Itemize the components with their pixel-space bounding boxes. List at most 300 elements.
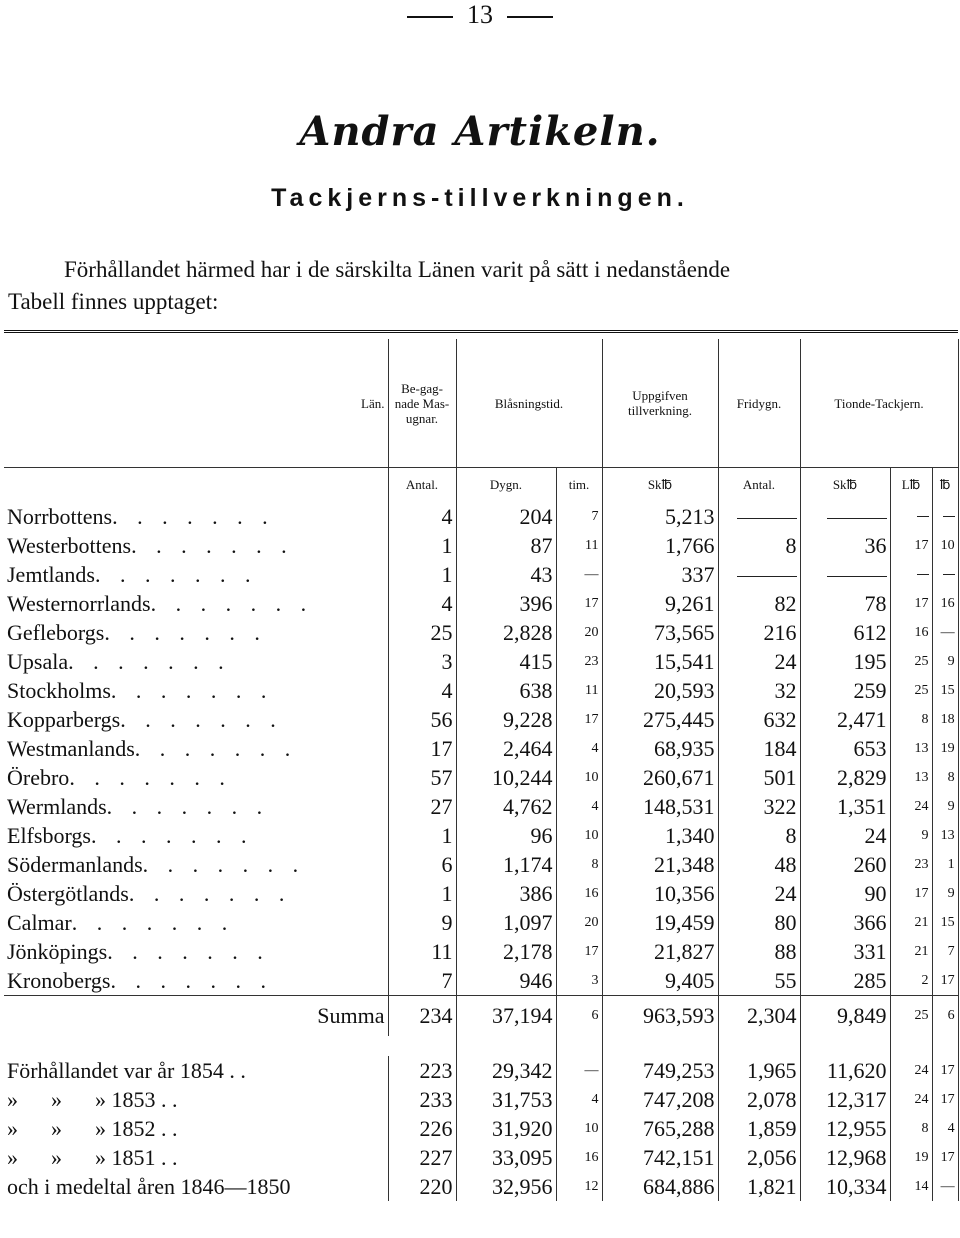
tim-cell: 16: [556, 879, 602, 908]
sk-cell: 742,151: [602, 1143, 718, 1172]
unit-blank: [4, 468, 388, 503]
history-label: » » » 1852 . .: [4, 1114, 388, 1143]
fridygn-cell: 1,821: [718, 1172, 800, 1201]
tionde-ll-cell: 17: [932, 1056, 958, 1085]
masugnar-cell: 234: [388, 996, 456, 1037]
unit-tionde-l: L℔: [890, 468, 932, 503]
tionde-sk-cell: 12,968: [800, 1143, 890, 1172]
empty-dash: [943, 574, 955, 575]
masugnar-cell: 9: [388, 908, 456, 937]
sk-cell: 1,340: [602, 821, 718, 850]
masugnar-cell: 220: [388, 1172, 456, 1201]
county-name-cell: [4, 531, 388, 560]
tionde-l-cell: 9: [890, 821, 932, 850]
tionde-ll-cell: 9: [932, 879, 958, 908]
tionde-ll-cell: 10: [932, 531, 958, 560]
tim-cell: 10: [556, 821, 602, 850]
sk-cell: 21,827: [602, 937, 718, 966]
dygn-cell: 638: [456, 676, 556, 705]
tionde-sk-cell: 78: [800, 589, 890, 618]
tionde-ll-cell: 19: [932, 734, 958, 763]
tionde-sk-cell: [800, 560, 890, 589]
dygn-cell: 415: [456, 647, 556, 676]
spacer-cell: [4, 1036, 388, 1056]
header-masugnar-text: Be-gag-nade Mas-ugnar.: [394, 380, 450, 426]
empty-dash: [737, 518, 797, 519]
fridygn-cell: 88: [718, 937, 800, 966]
dygn-cell: 2,464: [456, 734, 556, 763]
production-table: [4, 330, 959, 1201]
tionde-sk-cell: 2,829: [800, 763, 890, 792]
tionde-sk-cell: 2,471: [800, 705, 890, 734]
dygn-cell: 1,174: [456, 850, 556, 879]
masugnar-cell: 25: [388, 618, 456, 647]
tim-cell: 4: [556, 1085, 602, 1114]
tionde-sk-cell: 24: [800, 821, 890, 850]
county-row: [4, 647, 958, 676]
masugnar-cell: 17: [388, 734, 456, 763]
empty-dash: [827, 518, 887, 519]
sk-cell: 260,671: [602, 763, 718, 792]
masugnar-cell: 7: [388, 966, 456, 996]
tionde-sk-cell: 12,955: [800, 1114, 890, 1143]
tionde-l-cell: 17: [890, 879, 932, 908]
masugnar-cell: 227: [388, 1143, 456, 1172]
dygn-cell: 386: [456, 879, 556, 908]
county-name-cell: [4, 618, 388, 647]
history-row: [4, 1114, 958, 1143]
unit-sk: Sk℔: [602, 468, 718, 503]
sk-cell: 337: [602, 560, 718, 589]
county-name: Jemtlands: [7, 561, 95, 587]
tionde-ll-cell: 13: [932, 821, 958, 850]
tim-cell: 17: [556, 705, 602, 734]
tionde-ll-cell: 17: [932, 1085, 958, 1114]
fridygn-cell: 48: [718, 850, 800, 879]
unit-tim: tim.: [556, 468, 602, 503]
county-name: Westernorrlands: [7, 590, 151, 616]
tim-cell: 4: [556, 792, 602, 821]
fridygn-cell: 32: [718, 676, 800, 705]
county-row: [4, 850, 958, 879]
county-name-cell: [4, 908, 388, 937]
tionde-l-cell: [890, 560, 932, 589]
tionde-ll-cell: 9: [932, 647, 958, 676]
tim-cell: 20: [556, 908, 602, 937]
sk-cell: 9,405: [602, 966, 718, 996]
dygn-cell: 1,097: [456, 908, 556, 937]
fridygn-cell: 322: [718, 792, 800, 821]
spacer-cell: [890, 1036, 932, 1056]
header-blasningstid: Blåsningstid.: [456, 339, 602, 468]
tionde-ll-cell: 1: [932, 850, 958, 879]
fridygn-cell: 82: [718, 589, 800, 618]
tionde-l-cell: 25: [890, 676, 932, 705]
tionde-l-cell: 13: [890, 734, 932, 763]
county-name-cell: [4, 560, 388, 589]
fridygn-cell: 55: [718, 966, 800, 996]
sk-cell: 15,541: [602, 647, 718, 676]
fridygn-cell: 8: [718, 531, 800, 560]
sk-cell: 765,288: [602, 1114, 718, 1143]
masugnar-cell: 233: [388, 1085, 456, 1114]
fridygn-cell: 2,078: [718, 1085, 800, 1114]
fridygn-cell: 216: [718, 618, 800, 647]
tionde-ll-cell: 6: [932, 996, 958, 1037]
tionde-l-cell: 25: [890, 996, 932, 1037]
county-row: [4, 821, 958, 850]
fridygn-cell: [718, 560, 800, 589]
sk-cell: 21,348: [602, 850, 718, 879]
county-name-cell: [4, 647, 388, 676]
sk-cell: 5,213: [602, 502, 718, 531]
county-row: [4, 763, 958, 792]
tim-cell: 6: [556, 996, 602, 1037]
empty-dash: [917, 574, 929, 575]
section-title: Andra Artikeln.: [299, 108, 661, 155]
county-name: Örebro: [7, 764, 70, 790]
tionde-sk-cell: 331: [800, 937, 890, 966]
tionde-sk-cell: 612: [800, 618, 890, 647]
county-row: [4, 705, 958, 734]
county-name-cell: [4, 792, 388, 821]
tionde-l-cell: 24: [890, 1056, 932, 1085]
tionde-ll-cell: 9: [932, 792, 958, 821]
tionde-sk-cell: 1,351: [800, 792, 890, 821]
spacer-cell: [602, 1036, 718, 1056]
tim-cell: 7: [556, 502, 602, 531]
county-name: Gefleborgs: [7, 619, 105, 645]
header-row: [4, 339, 958, 468]
leader-dots: . . . . . . .: [104, 619, 267, 645]
masugnar-cell: 27: [388, 792, 456, 821]
dygn-cell: 29,342: [456, 1056, 556, 1085]
county-row: [4, 560, 958, 589]
county-name-cell: [4, 676, 388, 705]
county-name-cell: [4, 937, 388, 966]
tim-cell: 10: [556, 763, 602, 792]
sk-cell: 68,935: [602, 734, 718, 763]
county-name: Stockholms: [7, 677, 111, 703]
fridygn-cell: 501: [718, 763, 800, 792]
history-row: [4, 1143, 958, 1172]
dygn-cell: 31,920: [456, 1114, 556, 1143]
spacer-cell: [456, 1036, 556, 1056]
leader-dots: . . . . . . .: [95, 561, 258, 587]
dash-right: [507, 16, 553, 18]
sk-cell: 684,886: [602, 1172, 718, 1201]
masugnar-cell: 223: [388, 1056, 456, 1085]
leader-dots: . . . . . . .: [120, 706, 283, 732]
empty-dash: [827, 576, 887, 577]
tim-cell: —: [556, 1056, 602, 1085]
county-name: Södermanlands: [7, 851, 143, 877]
county-row: [4, 937, 958, 966]
fridygn-cell: 184: [718, 734, 800, 763]
dygn-cell: 96: [456, 821, 556, 850]
tionde-l-cell: 19: [890, 1143, 932, 1172]
tionde-ll-cell: 7: [932, 937, 958, 966]
tionde-l-cell: 23: [890, 850, 932, 879]
county-name-cell: [4, 850, 388, 879]
tim-cell: 11: [556, 531, 602, 560]
county-row: [4, 531, 958, 560]
tionde-ll-cell: [932, 502, 958, 531]
masugnar-cell: 56: [388, 705, 456, 734]
county-name-cell: [4, 502, 388, 531]
tim-cell: 20: [556, 618, 602, 647]
history-label: Förhållandet var år 1854 . .: [4, 1056, 388, 1085]
dash-left: [407, 16, 453, 18]
county-row: [4, 792, 958, 821]
history-label: och i medeltal åren 1846—1850: [4, 1172, 388, 1201]
sk-cell: 275,445: [602, 705, 718, 734]
empty-dash: [737, 576, 797, 577]
leader-dots: . . . . . . .: [128, 880, 292, 906]
spacer-cell: [932, 1036, 958, 1056]
tionde-ll-cell: —: [932, 1172, 958, 1201]
leader-dots: . . . . . . .: [90, 822, 254, 848]
masugnar-cell: 1: [388, 821, 456, 850]
unit-fridygn-antal: Antal.: [718, 468, 800, 503]
tionde-l-cell: 8: [890, 1114, 932, 1143]
masugnar-cell: 1: [388, 879, 456, 908]
summa-row: [4, 996, 958, 1037]
dygn-cell: 9,228: [456, 705, 556, 734]
leader-dots: . . . . . . .: [110, 967, 273, 993]
empty-dash: [943, 516, 955, 517]
county-name-cell: [4, 734, 388, 763]
page-number: [0, 0, 960, 30]
tionde-sk-cell: 259: [800, 676, 890, 705]
dygn-cell: 4,762: [456, 792, 556, 821]
unit-tionde-ll: ℔: [932, 468, 958, 503]
tionde-l-cell: 14: [890, 1172, 932, 1201]
tionde-sk-cell: 36: [800, 531, 890, 560]
sk-cell: 20,593: [602, 676, 718, 705]
unit-row: [4, 468, 958, 503]
leader-dots: . . . . . . .: [150, 590, 314, 616]
tim-cell: 17: [556, 937, 602, 966]
county-name-cell: [4, 589, 388, 618]
fridygn-cell: 8: [718, 821, 800, 850]
leader-dots: . . . . . . .: [134, 735, 298, 761]
sk-cell: 19,459: [602, 908, 718, 937]
tionde-ll-cell: 16: [932, 589, 958, 618]
county-name: Östergötlands: [7, 880, 129, 906]
sk-cell: 148,531: [602, 792, 718, 821]
tionde-sk-cell: 653: [800, 734, 890, 763]
intro-paragraph: [8, 254, 958, 318]
tionde-sk-cell: 11,620: [800, 1056, 890, 1085]
sk-cell: 10,356: [602, 879, 718, 908]
tionde-l-cell: 21: [890, 937, 932, 966]
header-tionde: Tionde-Tackjern.: [800, 339, 958, 468]
tionde-ll-cell: 18: [932, 705, 958, 734]
tionde-sk-cell: 10,334: [800, 1172, 890, 1201]
sk-cell: 1,766: [602, 531, 718, 560]
tim-cell: 8: [556, 850, 602, 879]
tionde-l-cell: 16: [890, 618, 932, 647]
tionde-l-cell: 24: [890, 792, 932, 821]
masugnar-cell: 1: [388, 531, 456, 560]
county-row: [4, 966, 958, 996]
dygn-cell: 2,178: [456, 937, 556, 966]
history-label: » » » 1853 . .: [4, 1085, 388, 1114]
county-row: [4, 734, 958, 763]
header-uppgifven-text: Uppgifven tillverkning.: [628, 388, 692, 418]
tionde-l-cell: 2: [890, 966, 932, 996]
county-name: Calmar: [7, 909, 72, 935]
dygn-cell: 32,956: [456, 1172, 556, 1201]
spacer-cell: [556, 1036, 602, 1056]
dygn-cell: 946: [456, 966, 556, 996]
leader-dots: . . . . . . .: [131, 532, 294, 558]
fridygn-cell: 2,304: [718, 996, 800, 1037]
tionde-sk-cell: 285: [800, 966, 890, 996]
leader-dots: . . . . . . .: [142, 851, 306, 877]
fridygn-cell: 632: [718, 705, 800, 734]
fridygn-cell: 24: [718, 879, 800, 908]
dygn-cell: 31,753: [456, 1085, 556, 1114]
dygn-cell: 37,194: [456, 996, 556, 1037]
tionde-sk-cell: 195: [800, 647, 890, 676]
masugnar-cell: 6: [388, 850, 456, 879]
county-name: Kopparbergs: [7, 706, 121, 732]
masugnar-cell: 4: [388, 589, 456, 618]
masugnar-cell: 4: [388, 502, 456, 531]
section-subtitle: Tackjerns-tillverkningen.: [271, 184, 689, 212]
tim-cell: 12: [556, 1172, 602, 1201]
tionde-sk-cell: 90: [800, 879, 890, 908]
county-name: Norrbottens: [7, 503, 113, 529]
tionde-ll-cell: 8: [932, 763, 958, 792]
tionde-l-cell: 13: [890, 763, 932, 792]
unit-tionde-sk: Sk℔: [800, 468, 890, 503]
masugnar-cell: 3: [388, 647, 456, 676]
header-uppgifven: [602, 339, 718, 468]
fridygn-cell: 80: [718, 908, 800, 937]
tionde-ll-cell: 4: [932, 1114, 958, 1143]
tionde-sk-cell: 12,317: [800, 1085, 890, 1114]
county-name-cell: [4, 879, 388, 908]
fridygn-cell: 1,965: [718, 1056, 800, 1085]
leader-dots: . . . . . . .: [69, 764, 232, 790]
masugnar-cell: 11: [388, 937, 456, 966]
tionde-l-cell: 17: [890, 589, 932, 618]
history-row: [4, 1085, 958, 1114]
county-name: Westerbottens: [7, 532, 132, 558]
tim-cell: 16: [556, 1143, 602, 1172]
tim-cell: 4: [556, 734, 602, 763]
tionde-ll-cell: 17: [932, 966, 958, 996]
tionde-sk-cell: 260: [800, 850, 890, 879]
dygn-cell: 204: [456, 502, 556, 531]
tionde-l-cell: 24: [890, 1085, 932, 1114]
spacer-cell: [800, 1036, 890, 1056]
tim-cell: 3: [556, 966, 602, 996]
county-name-cell: [4, 966, 388, 996]
tionde-ll-cell: —: [932, 618, 958, 647]
summa-label: Summa: [4, 996, 388, 1037]
tim-cell: —: [556, 560, 602, 589]
county-row: [4, 908, 958, 937]
sk-cell: 963,593: [602, 996, 718, 1037]
county-row: [4, 502, 958, 531]
header-fridygn: Fridygn.: [718, 339, 800, 468]
county-name-cell: [4, 821, 388, 850]
county-row: [4, 618, 958, 647]
fridygn-cell: 24: [718, 647, 800, 676]
leader-dots: . . . . . . .: [71, 909, 235, 935]
leader-dots: . . . . . . .: [112, 503, 275, 529]
sk-cell: 749,253: [602, 1056, 718, 1085]
dygn-cell: 87: [456, 531, 556, 560]
masugnar-cell: 226: [388, 1114, 456, 1143]
tionde-sk-cell: 366: [800, 908, 890, 937]
county-name: Westmanlands: [7, 735, 135, 761]
tim-cell: 11: [556, 676, 602, 705]
fridygn-cell: 1,859: [718, 1114, 800, 1143]
masugnar-cell: 4: [388, 676, 456, 705]
masugnar-cell: 1: [388, 560, 456, 589]
county-name: Elfsborgs: [7, 822, 91, 848]
tionde-sk-cell: 9,849: [800, 996, 890, 1037]
spacer-cell: [388, 1036, 456, 1056]
page-number-text: 13: [467, 0, 493, 29]
tionde-l-cell: 21: [890, 908, 932, 937]
header-masugnar: [388, 339, 456, 468]
intro-line-1: Förhållandet härmed har i de särskilta Länen varit på sätt i nedanstående: [64, 257, 731, 282]
fridygn-cell: 2,056: [718, 1143, 800, 1172]
county-name: Upsala: [7, 648, 69, 674]
header-lan: Län.: [4, 339, 388, 468]
county-name: Jönköpings: [7, 938, 108, 964]
tim-cell: 17: [556, 589, 602, 618]
tionde-ll-cell: [932, 560, 958, 589]
sk-cell: 73,565: [602, 618, 718, 647]
tionde-l-cell: 25: [890, 647, 932, 676]
county-row: [4, 589, 958, 618]
dygn-cell: 10,244: [456, 763, 556, 792]
leader-dots: . . . . . . .: [110, 677, 274, 703]
tionde-l-cell: 8: [890, 705, 932, 734]
county-name: Wermlands: [7, 793, 107, 819]
tionde-ll-cell: 15: [932, 908, 958, 937]
dygn-cell: 33,095: [456, 1143, 556, 1172]
tionde-l-cell: 17: [890, 531, 932, 560]
intro-line-2: Tabell finnes upptaget:: [8, 289, 219, 314]
county-row: [4, 676, 958, 705]
leader-dots: . . . . . . .: [68, 648, 231, 674]
sk-cell: 747,208: [602, 1085, 718, 1114]
tionde-l-cell: [890, 502, 932, 531]
empty-dash: [917, 516, 929, 517]
county-name-cell: [4, 705, 388, 734]
history-label: » » » 1851 . .: [4, 1143, 388, 1172]
tim-cell: 10: [556, 1114, 602, 1143]
leader-dots: . . . . . . .: [106, 793, 270, 819]
unit-antal: Antal.: [388, 468, 456, 503]
tionde-sk-cell: [800, 502, 890, 531]
leader-dots: . . . . . . .: [107, 938, 270, 964]
double-rule: [4, 332, 958, 340]
county-row: [4, 879, 958, 908]
dygn-cell: 2,828: [456, 618, 556, 647]
tionde-ll-cell: 17: [932, 1143, 958, 1172]
tim-cell: 23: [556, 647, 602, 676]
masugnar-cell: 57: [388, 763, 456, 792]
